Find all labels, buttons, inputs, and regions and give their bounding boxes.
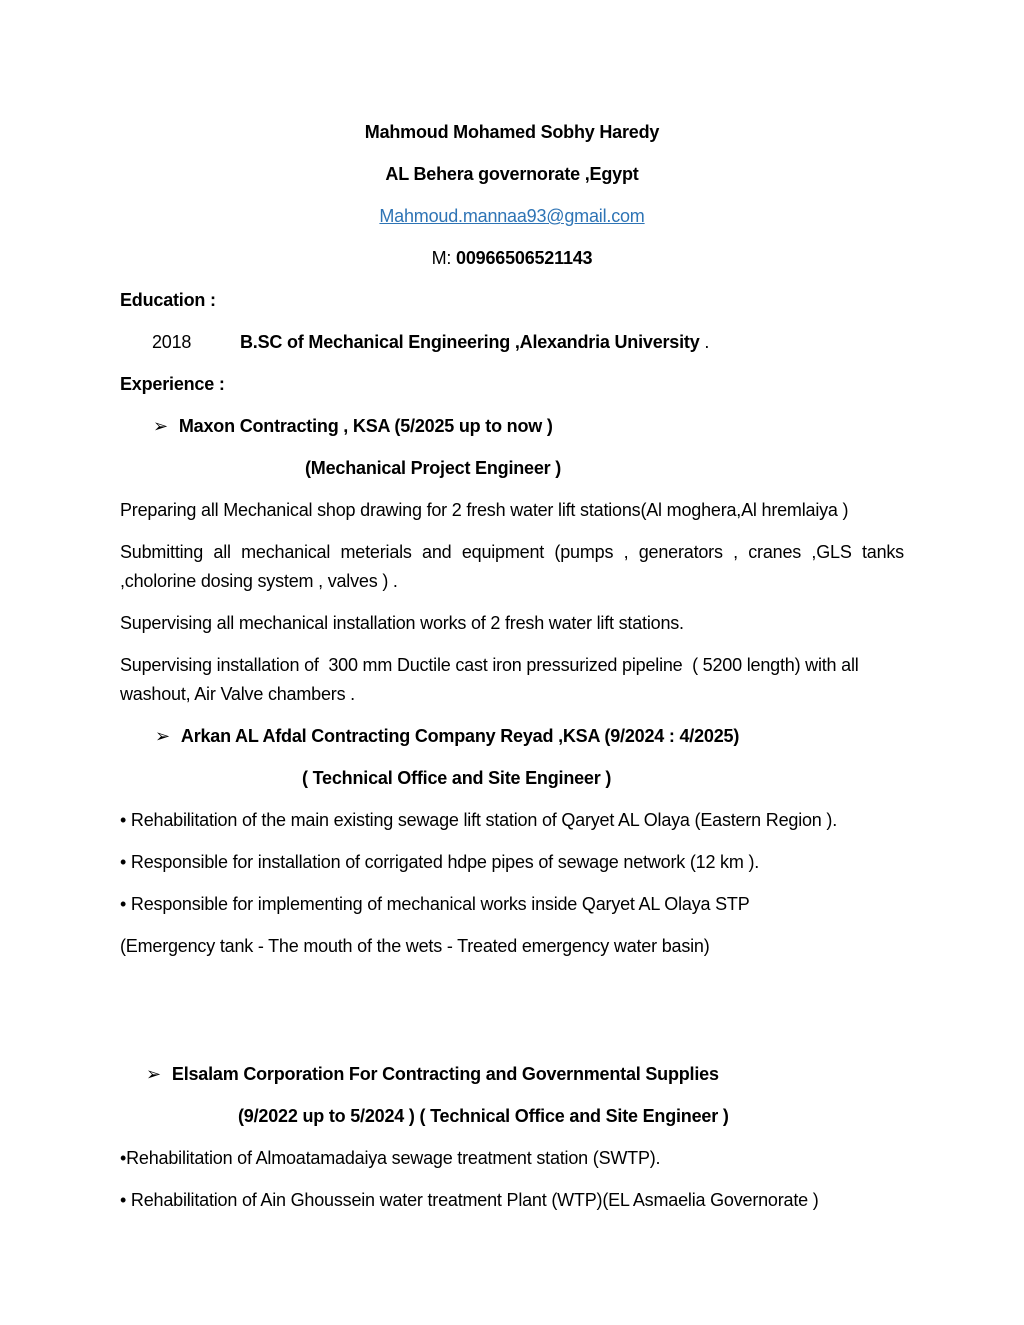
candidate-name: Mahmoud Mohamed Sobhy Haredy [364,122,660,142]
job-1-paragraph-1: Preparing all Mechanical shop drawing for 2 fresh water lift stations(Al moghera,Al hremlaiya ) [120,500,849,520]
job-3-title: Elsalam Corporation For Contracting and Governmental Supplies [171,1064,719,1084]
candidate-location: AL Behera governorate ,Egypt [385,164,639,184]
job-1-paragraph-2: Submitting all mechanical meterials and equipment (pumps , generators , cranes ,GLS tanks ,cholorine dosing system , valves ) . [120,542,904,591]
job-2-bullet-2: • Responsible for installation of corrigated hdpe pipes of sewage network (12 km ). [120,852,760,872]
job-2-role: ( Technical Office and Site Engineer ) [302,768,612,788]
arrow-bullet-icon: ➢ [146,1064,161,1084]
education-degree-period: . [699,332,710,352]
job-2-note: (Emergency tank - The mouth of the wets - Treated emergency water basin) [120,936,710,956]
job-2-bullet-1: • Rehabilitation of the main existing sewage lift station of Qaryet AL Olaya (Eastern Region ). [120,810,838,830]
arrow-bullet-icon: ➢ [153,416,168,436]
job-3-bullet-1: •Rehabilitation of Almoatamadaiya sewage treatment station (SWTP). [120,1148,661,1168]
job-3-bullet-2: • Rehabilitation of Ain Ghoussein water treatment Plant (WTP)(EL Asmaelia Governorate ) [120,1190,819,1210]
blank-space [120,974,904,1060]
job-1-paragraph-4: Supervising installation of 300 mm Ductile cast iron pressurized pipeline ( 5200 length) with all washout, Air Valve chambers . [120,655,864,704]
education-entry [120,328,904,357]
job-2-title: Arkan AL Afdal Contracting Company Reyad ,KSA (9/2024 : 4/2025) [180,726,740,746]
email-link[interactable]: Mahmoud.mannaa93@gmail.com [379,206,645,226]
job-2-bullet-3: • Responsible for implementing of mechanical works inside Qaryet AL Olaya STP [120,894,750,914]
mobile-line [120,244,904,273]
job-3-role: (9/2022 up to 5/2024 ) ( Technical Office and Site Engineer ) [238,1106,729,1126]
education-heading: Education : [120,290,216,310]
job-1-role: (Mechanical Project Engineer ) [305,458,562,478]
education-year: 2018 [152,332,192,352]
experience-heading: Experience : [120,374,225,394]
email-line [120,202,904,231]
job-1-paragraph-3: Supervising all mechanical installation works of 2 fresh water lift stations. [120,613,684,633]
education-degree: B.SC of Mechanical Engineering ,Alexandria University [240,332,700,352]
job-3-title-line [120,1060,904,1089]
job-1-title-line [120,412,904,441]
mobile-label: M: [431,248,457,268]
job-1-title: Maxon Contracting , KSA (5/2025 up to now ) [178,416,553,436]
arrow-bullet-icon: ➢ [155,726,170,746]
mobile-number: 00966506521143 [456,248,593,268]
job-2-title-line [120,722,904,751]
